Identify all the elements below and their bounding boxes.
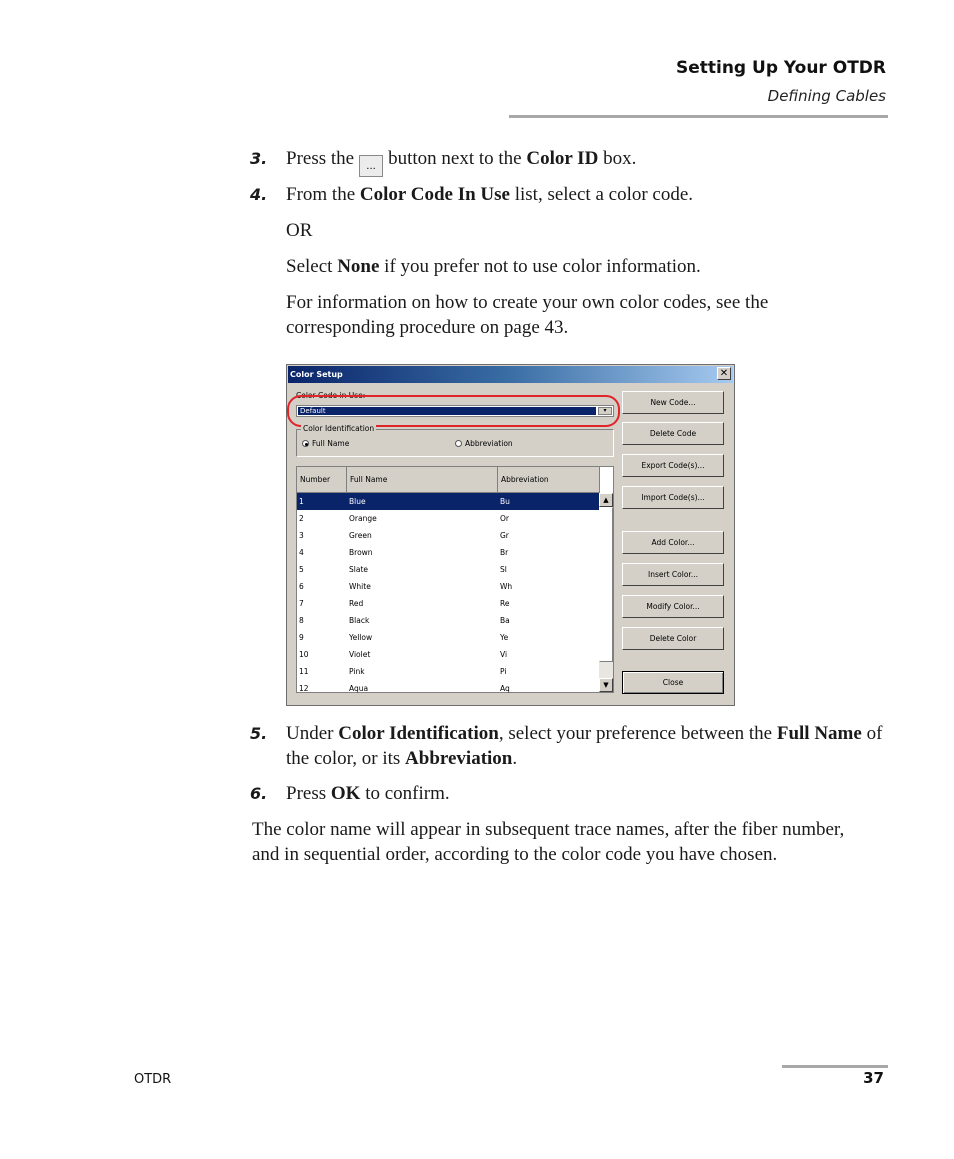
running-header-title: Setting Up Your OTDR <box>675 58 886 78</box>
table-cell: Pink <box>349 667 365 676</box>
table-cell: Vi <box>500 650 508 659</box>
color-code-value: Default <box>298 407 596 415</box>
table-cell: Wh <box>500 582 513 591</box>
table-cell: 2 <box>299 514 304 523</box>
table-cell: White <box>349 582 371 591</box>
delete-code-button[interactable]: Delete Code <box>622 422 724 445</box>
table-row[interactable] <box>297 561 600 578</box>
table-cell: 8 <box>299 616 304 625</box>
table-header <box>297 467 600 493</box>
table-cell: Aq <box>500 684 510 693</box>
table-cell: Bu <box>500 497 510 506</box>
table-cell: 5 <box>299 565 304 574</box>
color-identification-group <box>296 424 614 457</box>
column-header[interactable]: Number <box>297 467 347 493</box>
table-cell: Blue <box>349 497 366 506</box>
closing-paragraph: The color name will appear in subsequent trace names, after the fiber number, and in sequential order, according to the color code you have chosen. <box>252 819 845 865</box>
highlight-ring <box>287 395 620 427</box>
table-cell: Ba <box>500 616 510 625</box>
table-cell: Sl <box>500 565 507 574</box>
table-row[interactable] <box>297 527 600 544</box>
close-button[interactable]: Close <box>622 671 724 694</box>
table-row[interactable] <box>297 578 600 595</box>
table-row[interactable] <box>297 510 600 527</box>
column-header[interactable]: Full Name <box>347 467 498 493</box>
add-color-button[interactable]: Add Color... <box>622 531 724 554</box>
table-cell: Violet <box>349 650 371 659</box>
table-row[interactable] <box>297 595 600 612</box>
step-text: Under Color Identification, select your preference between the Full Name of the color, or its Abbreviation. <box>286 723 883 769</box>
table-cell: 6 <box>299 582 304 591</box>
table-cell: Black <box>349 616 370 625</box>
radio-abbreviation[interactable]: Abbreviation <box>455 439 513 448</box>
table-cell: Aqua <box>349 684 369 693</box>
scroll-down-icon[interactable]: ▼ <box>599 678 613 692</box>
table-cell: 9 <box>299 633 304 642</box>
table-cell: Green <box>349 531 372 540</box>
insert-color-button[interactable]: Insert Color... <box>622 563 724 586</box>
info-text: For information on how to create your own color codes, see the corresponding procedure on page 43. <box>286 292 769 338</box>
table-cell: 1 <box>299 497 304 506</box>
table-row[interactable] <box>297 544 600 561</box>
page-number: 37 <box>863 1069 884 1087</box>
scroll-up-icon[interactable]: ▲ <box>599 493 613 507</box>
dialog-title: Color Setup <box>288 366 733 383</box>
chevron-down-icon[interactable]: ▾ <box>598 407 612 415</box>
export-code-button[interactable]: Export Code(s)... <box>622 454 724 477</box>
radio-full-name[interactable]: Full Name <box>302 439 349 448</box>
select-none-text: Select None if you prefer not to use color information. <box>286 256 701 277</box>
table-cell: Red <box>349 599 364 608</box>
table-cell: Br <box>500 548 509 557</box>
table-cell: 7 <box>299 599 304 608</box>
color-code-label: Color Code in Use: <box>296 391 366 400</box>
table-row[interactable] <box>297 663 600 680</box>
table-cell: Pi <box>500 667 507 676</box>
table-cell: Re <box>500 599 510 608</box>
step-text: Press the ... button next to the Color ID box. <box>286 146 886 177</box>
step-number: 6. <box>250 784 268 803</box>
table-cell: Brown <box>349 548 373 557</box>
scroll-thumb[interactable] <box>599 507 613 662</box>
new-code-button[interactable]: New Code... <box>622 391 724 414</box>
step-text: From the Color Code In Use list, select a color code. <box>286 184 694 205</box>
table-row[interactable] <box>297 629 600 646</box>
table-cell: Yellow <box>349 633 373 642</box>
table-cell: 12 <box>299 684 309 693</box>
table-cell: Gr <box>500 531 509 540</box>
delete-color-button[interactable]: Delete Color <box>622 627 724 650</box>
radio-icon <box>455 440 462 447</box>
radio-selected-icon <box>302 440 309 447</box>
step-number: 4. <box>250 185 268 204</box>
table-row[interactable] <box>297 493 600 510</box>
step-text: Press OK to confirm. <box>286 783 450 804</box>
table-cell: Slate <box>349 565 368 574</box>
table-cell: Or <box>500 514 509 523</box>
table-row[interactable] <box>297 680 600 697</box>
close-icon[interactable]: ✕ <box>717 367 731 380</box>
table-row[interactable] <box>297 612 600 629</box>
vertical-scrollbar[interactable] <box>599 493 613 692</box>
step-number: 5. <box>250 724 268 743</box>
column-header[interactable]: Abbreviation <box>498 467 600 493</box>
table-cell: 3 <box>299 531 304 540</box>
header-rule <box>509 115 888 118</box>
running-header-subtitle: Defining Cables <box>767 87 886 105</box>
step-number: 3. <box>250 149 268 168</box>
table-row[interactable] <box>297 646 600 663</box>
table-cell: 10 <box>299 650 309 659</box>
table-cell: Ye <box>500 633 509 642</box>
footer-rule <box>782 1065 888 1068</box>
table-cell: Orange <box>349 514 377 523</box>
import-code-button[interactable]: Import Code(s)... <box>622 486 724 509</box>
color-table[interactable] <box>296 466 614 693</box>
footer-product: OTDR <box>134 1072 172 1087</box>
color-setup-dialog <box>286 364 735 706</box>
color-identification-label: Color Identification <box>303 424 375 433</box>
table-cell: 4 <box>299 548 304 557</box>
ellipsis-button-icon: ... <box>359 155 383 177</box>
modify-color-button[interactable]: Modify Color... <box>622 595 724 618</box>
or-text: OR <box>286 220 313 241</box>
table-cell: 11 <box>299 667 309 676</box>
